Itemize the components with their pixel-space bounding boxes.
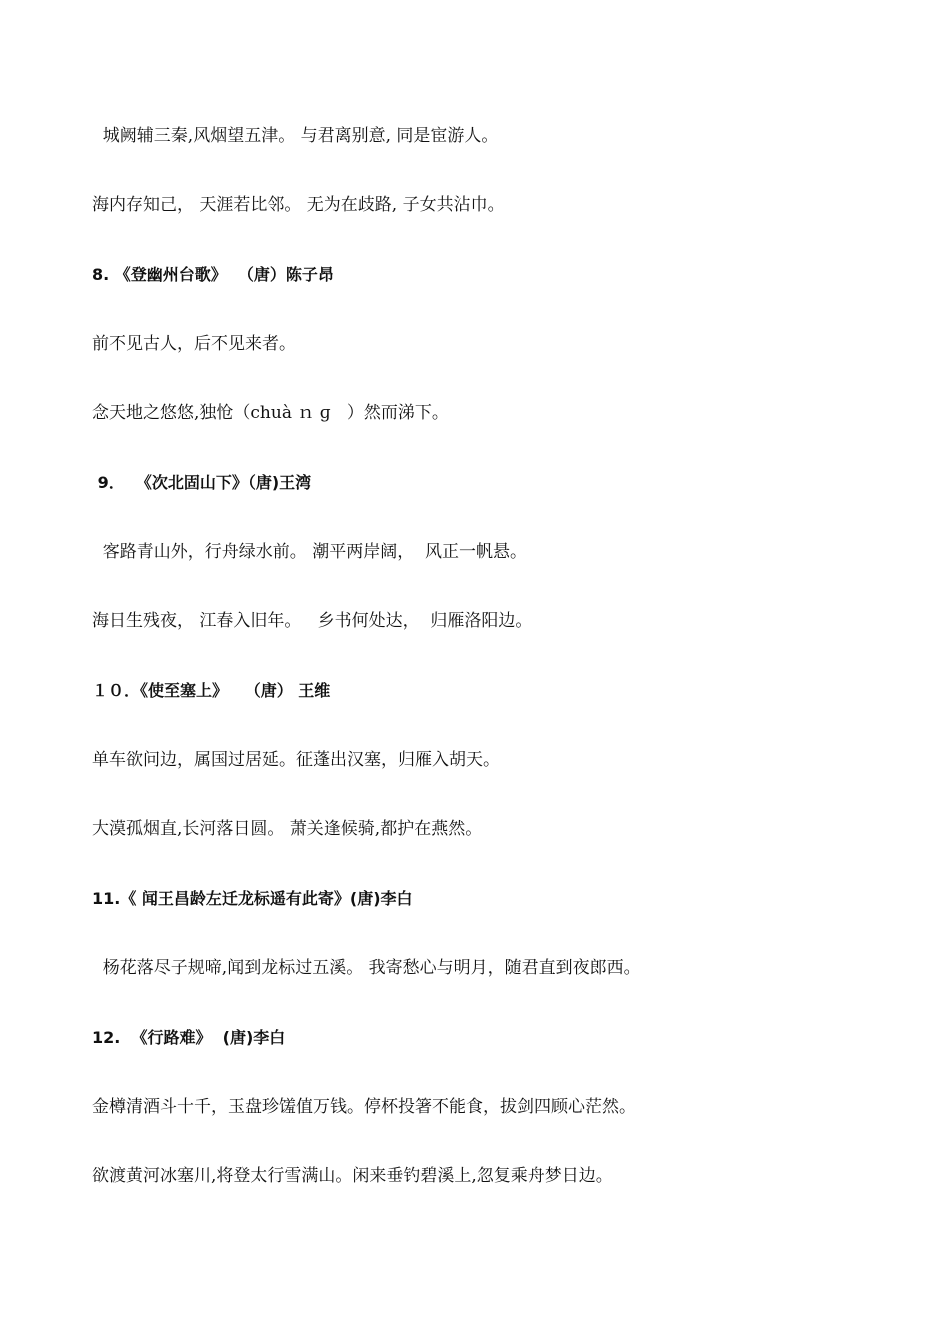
poem-line: 单车欲问边，属国过居延。征蓬出汉塞，归雁入胡天。: [92, 750, 500, 770]
poem-line: 前不见古人，后不见来者。: [92, 334, 296, 354]
poem-line: 城阙辅三秦,风烟望五津。 与君离别意, 同是宦游人。: [92, 126, 499, 146]
poem-line: 欲渡黄河冰塞川,将登太行雪满山。闲来垂钓碧溪上,忽复乘舟梦日边。: [92, 1166, 613, 1186]
poem-title: 8. 《登幽州台歌》 （唐）陈子昂: [92, 265, 334, 284]
poem-title: 9． 《次北固山下》（唐)王湾: [92, 473, 312, 492]
poem-line: 杨花落尽子规啼,闻到龙标过五溪。 我寄愁心与明月，随君直到夜郎西。: [92, 958, 641, 978]
poem-line: 客路青山外，行舟绿水前。 潮平两岸阔， 风正一帆悬。: [92, 542, 528, 562]
poem-line: 念天地之悠悠,独怆（chuà ｎ ɡ ）然而涕下。: [92, 403, 449, 423]
poem-line: 海日生残夜， 江春入旧年。 乡书何处达， 归雁洛阳边。: [92, 611, 533, 631]
poem-title: １０．《使至塞上》 （唐） 王维: [92, 681, 331, 700]
poem-title: 11.《 闻王昌龄左迁龙标遥有此寄》(唐)李白: [92, 889, 413, 908]
poem-line: 大漠孤烟直,长河落日圆。 萧关逢候骑,都护在燕然。: [92, 819, 483, 839]
poem-line: 金樽清酒斗十千，玉盘珍馐值万钱。停杯投箸不能食，拔剑四顾心茫然。: [92, 1097, 636, 1117]
poem-title: 12. 《行路难》 (唐)李白: [92, 1028, 286, 1047]
poem-line: 海内存知己， 天涯若比邻。 无为在歧路, 子女共沾巾。: [92, 195, 505, 215]
